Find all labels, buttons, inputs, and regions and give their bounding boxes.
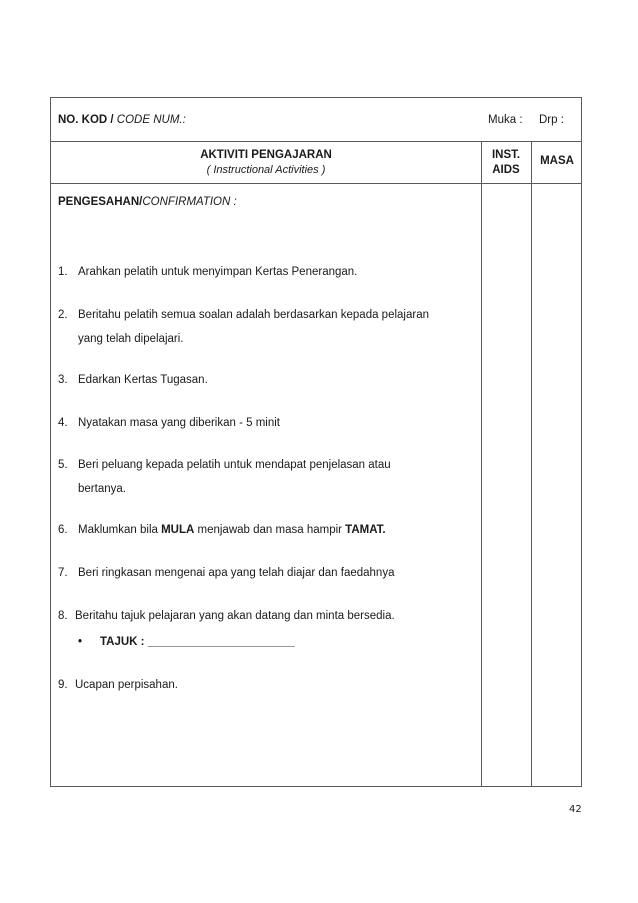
code-row — [51, 98, 581, 142]
lesson-plan-table — [50, 97, 582, 787]
column-divider-masa — [531, 142, 532, 786]
inst-aids-header: INST. AIDS — [491, 149, 521, 176]
step-4: 4. Nyatakan masa yang diberikan - 5 minit — [58, 417, 280, 429]
page-number: 42 — [569, 804, 582, 815]
step-2-continued: yang telah dipelajari. — [78, 333, 184, 345]
step-1: 1. Arahkan pelatih untuk menyimpan Kertas Penerangan. — [58, 266, 358, 278]
code-num-label: NO. KOD / CODE NUM.: — [58, 114, 186, 126]
step-7: 7. Beri ringkasan mengenai apa yang telah diajar dan faedahnya — [58, 567, 395, 579]
step-6: 6. Maklumkan bila MULA menjawab dan masa hampir TAMAT. — [58, 524, 386, 536]
step-8: 8. Beritahu tajuk pelajaran yang akan datang dan minta bersedia. — [58, 610, 395, 622]
step-5-continued: bertanya. — [78, 483, 126, 495]
column-divider-inst — [481, 142, 482, 786]
bullet-icon: • — [78, 636, 83, 648]
step-5: 5. Beri peluang kepada pelatih untuk mendapat penjelasan atau — [58, 459, 391, 471]
drp-label: Drp : — [539, 114, 564, 126]
step-2: 2. Beritahu pelatih semua soalan adalah berdasarkan kepada pelajaran — [58, 309, 429, 321]
muka-label: Muka : — [488, 114, 523, 126]
activities-header: AKTIVITI PENGAJARAN ( Instructional Activities ) — [200, 149, 332, 176]
topic-bullet: • TAJUK : _______________________ — [78, 636, 295, 648]
confirmation-heading: PENGESAHAN/CONFIRMATION : — [58, 196, 237, 208]
masa-header: MASA — [540, 155, 574, 167]
step-3: 3. Edarkan Kertas Tugasan. — [58, 374, 208, 386]
column-header-row — [51, 142, 581, 184]
step-9: 9. Ucapan perpisahan. — [58, 679, 178, 691]
